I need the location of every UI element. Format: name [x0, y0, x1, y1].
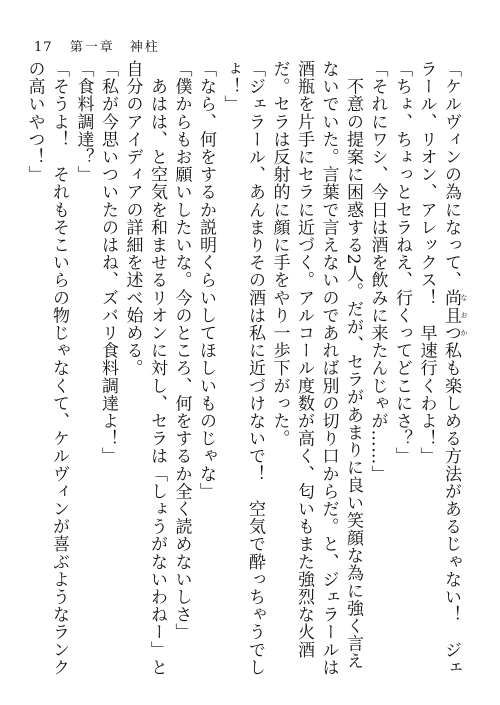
paragraph-4: 不意の提案に困惑する2人。だが、セラがあまりに良い笑顔な為に強く言えないでいた。言葉で言えないのであれば別の切り口からだ。と、ジェラールは酒瓶を片手にセラに近づく。アルコール度数が高く、匂いもまた強烈な火酒だ。セラは反射的に顔に手をやり一歩下がった。	[269, 60, 363, 676]
paragraph-1	[414, 60, 468, 680]
paragraph-2: 「ちょ、ちょっとセラねえ、行くってどこにさ？」	[392, 60, 412, 465]
paragraph-6: 「なら、何をするか説明くらいしてほしいものじゃな」	[196, 60, 216, 500]
paragraph-1-rest: 私も楽しめる方法があるじゃない！ ジェラール、リ	[416, 60, 461, 677]
paragraph-5: 「ジェラール、あんまりその酒は私に近づけないで！ 空気で酔っちゃうでしょ！」	[220, 60, 265, 676]
paragraph-11: 「そうよ！ それもそこいらの物じゃなくて、ケルヴィンが喜ぶようなランクの高いやつ！」	[24, 60, 69, 676]
ruby-naoka	[441, 288, 468, 342]
paragraph-3: 「それにワシ、今日は酒を飲みに来たんじゃが……」	[367, 60, 388, 483]
paragraph-9: 「私が今思いついたのはね、ズバリ食料調達よ！」	[98, 60, 118, 465]
chapter-title: 第一章 神柱	[69, 40, 160, 55]
paragraph-1-continued: オン、アレックス！ 早速行くわよ！」	[416, 148, 437, 465]
paragraph-1-text: 「ケルヴィンの為になって、	[441, 60, 461, 289]
page-number: 17	[34, 40, 53, 55]
paragraph-8: あはは、と空気を和ませるリオンに対し、セラは「しょうがないわねー」と自分のアイディアの詳細を述べ始める。	[122, 60, 167, 676]
ruby-reading: なおか	[460, 288, 468, 342]
paragraph-10: 「食料調達？」	[73, 60, 94, 184]
page-header	[34, 36, 160, 55]
vertical-text-body	[24, 60, 468, 680]
paragraph-7: 「僕からもお願いしたいな。今のところ、何をするか全く読めないしさ」	[171, 60, 192, 641]
ruby-base: 尚且つ	[441, 288, 461, 342]
